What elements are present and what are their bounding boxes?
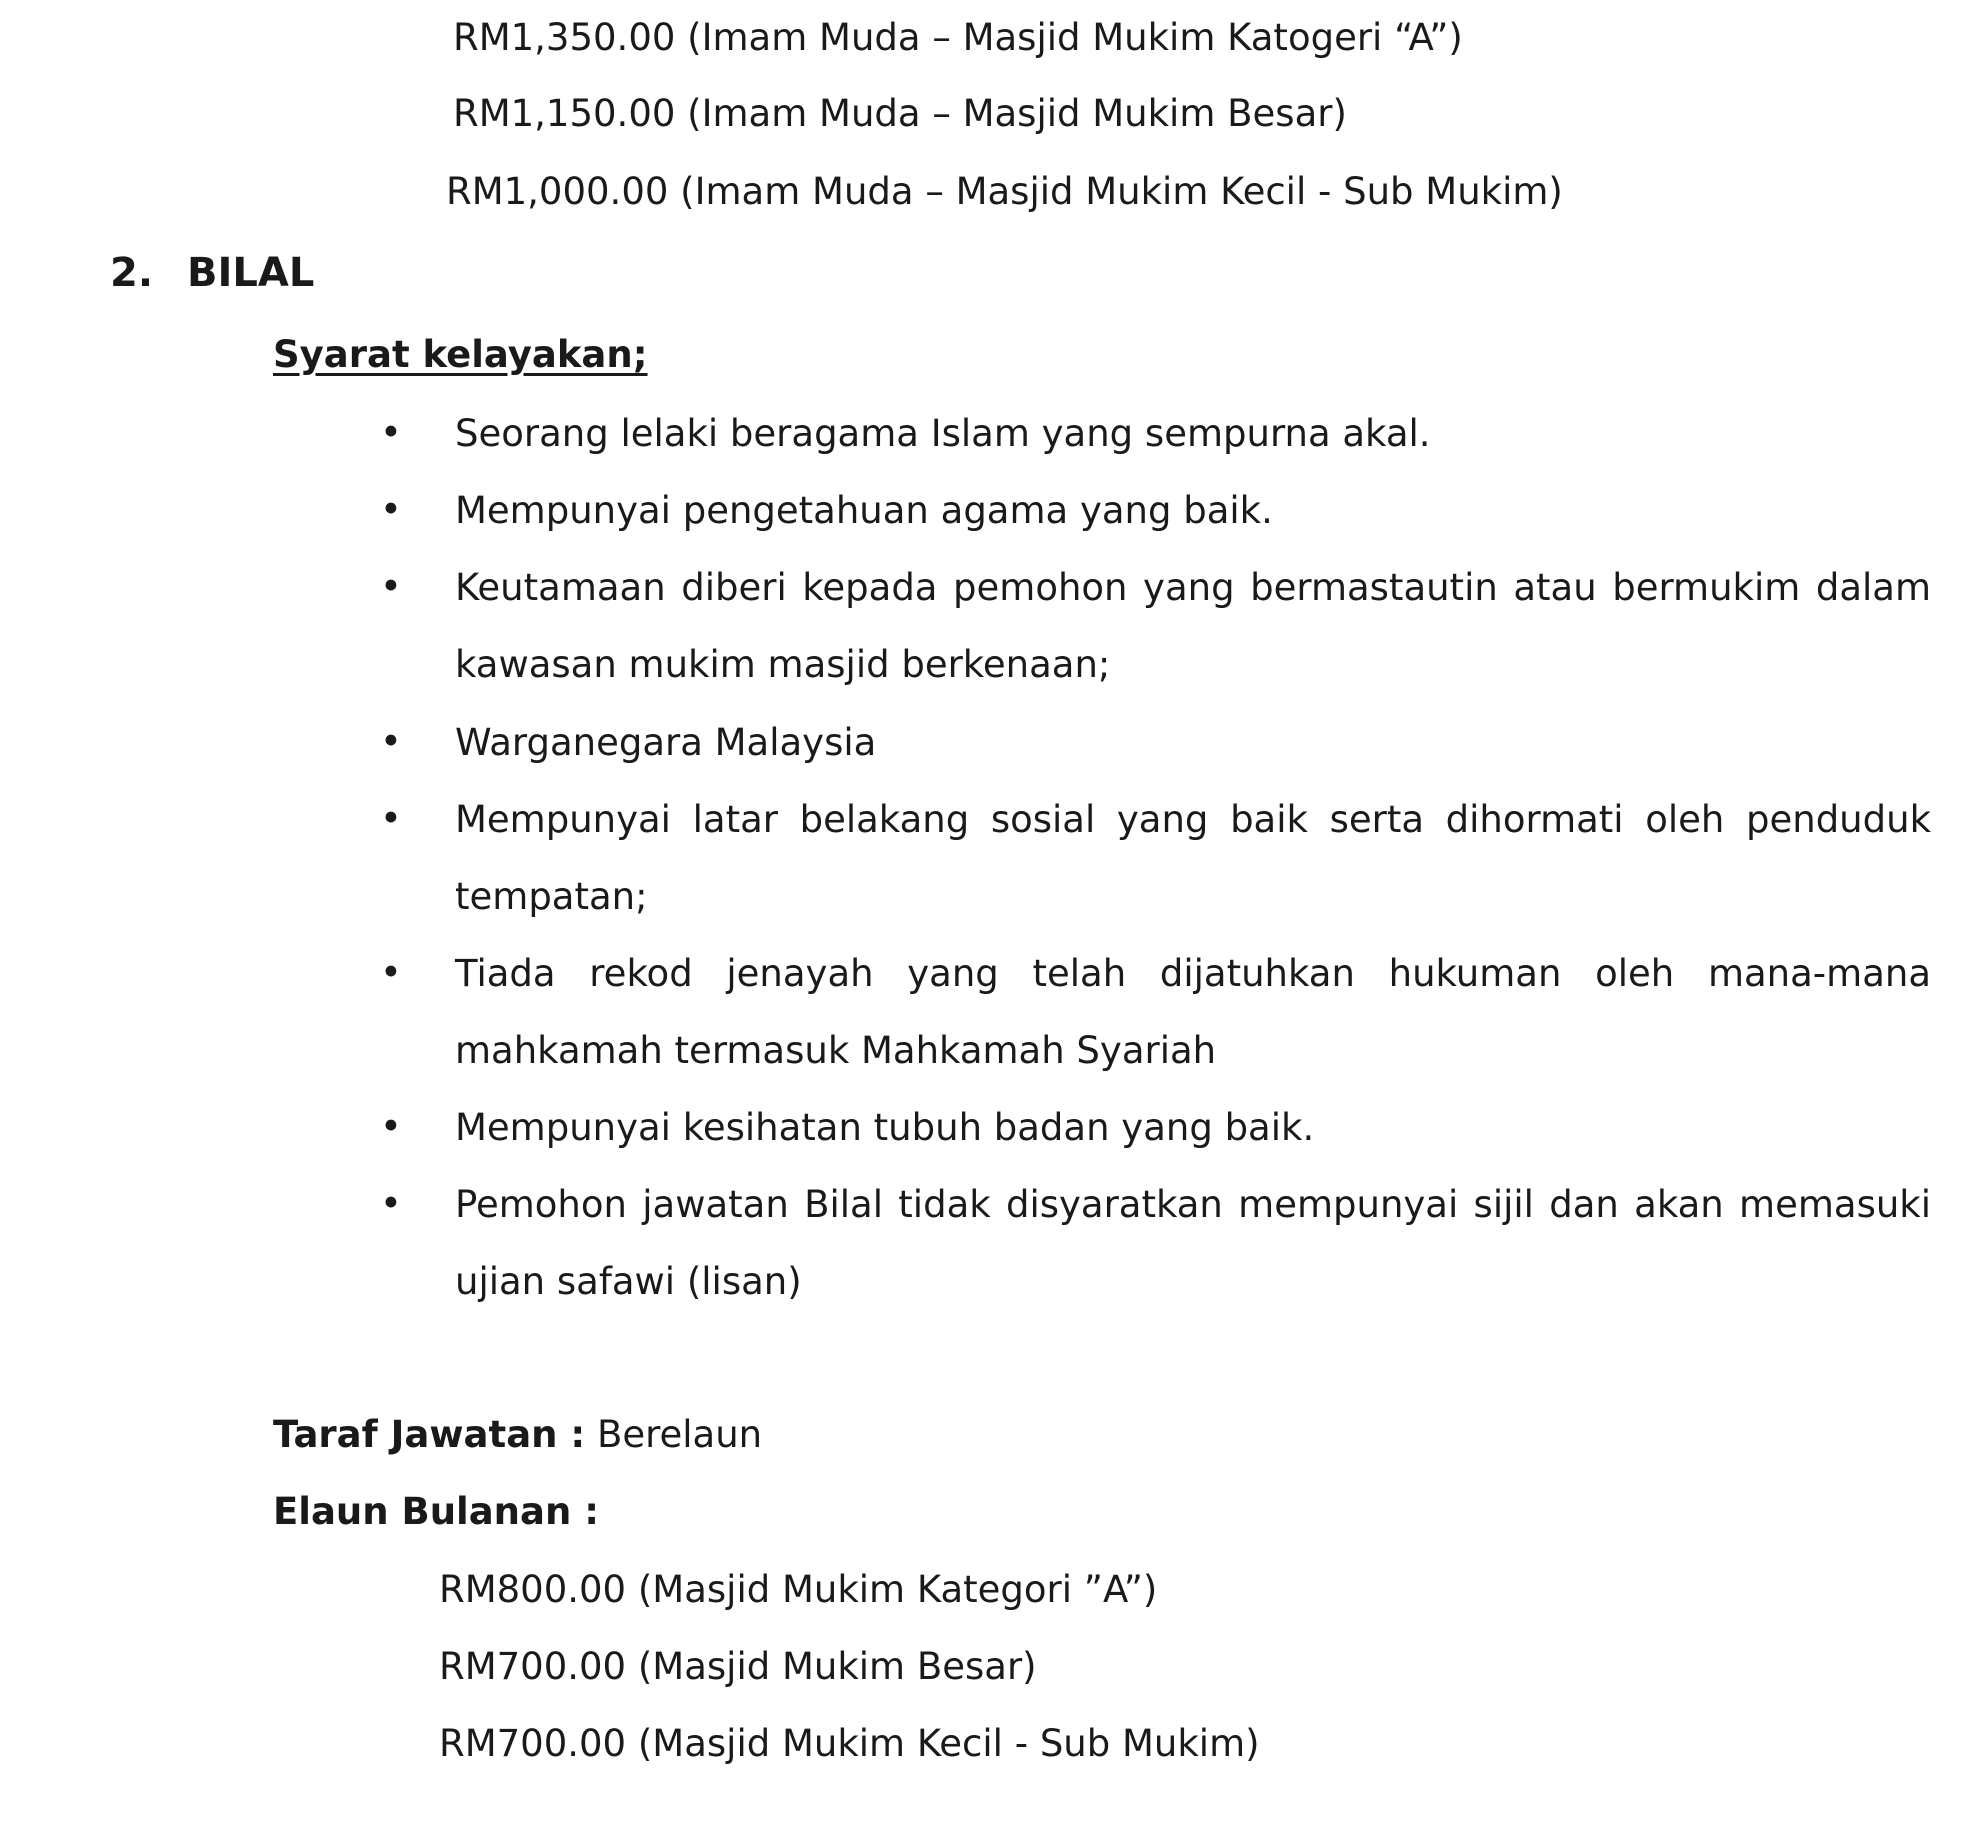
bullet-icon: • [380, 411, 402, 454]
allowance-rate-1: RM800.00 (Masjid Mukim Kategori ”A”) [439, 1568, 1158, 1611]
status-line [273, 1411, 762, 1459]
section-number: 2. [110, 250, 154, 296]
bullet-icon: • [380, 951, 402, 994]
bullet-icon: • [380, 1105, 402, 1148]
list-item-text: Mempunyai kesihatan tubuh badan yang baik. [455, 1106, 1315, 1149]
imam-muda-rate-3: RM1,000.00 (Imam Muda – Masjid Mukim Kecil - Sub Mukim) [446, 170, 1563, 213]
list-item-text: Warganegara Malaysia [455, 721, 877, 764]
list-item-text: Pemohon jawatan Bilal tidak disyaratkan mempunyai sijil dan akan memasuki ujian safawi (lisan) [455, 1183, 1931, 1303]
imam-muda-rate-1: RM1,350.00 (Imam Muda – Masjid Mukim Katogeri “A”) [453, 16, 1463, 59]
list-item-text: Mempunyai pengetahuan agama yang baik. [455, 489, 1273, 532]
qualifications-heading: Syarat kelayakan; [273, 333, 648, 376]
bullet-icon: • [380, 1182, 402, 1225]
section-title: BILAL [187, 250, 315, 296]
allowance-rate-2: RM700.00 (Masjid Mukim Besar) [439, 1645, 1037, 1688]
bullet-icon: • [380, 797, 402, 840]
allowance-rate-3: RM700.00 (Masjid Mukim Kecil - Sub Mukim) [439, 1722, 1260, 1765]
allowance-label: Elaun Bulanan : [273, 1490, 600, 1533]
imam-muda-rate-2: RM1,150.00 (Imam Muda – Masjid Mukim Besar) [453, 92, 1347, 135]
list-item-text: Tiada rekod jenayah yang telah dijatuhkan hukuman oleh mana-mana mahkamah termasuk Mahkamah Syariah [455, 952, 1931, 1072]
list-item-text: Seorang lelaki beragama Islam yang sempurna akal. [455, 412, 1431, 455]
status-value: Berelaun [596, 1413, 763, 1456]
status-label: Taraf Jawatan : [273, 1413, 586, 1456]
list-item-text: Keutamaan diberi kepada pemohon yang bermastautin atau bermukim dalam kawasan mukim masjid berkenaan; [455, 566, 1931, 686]
bullet-icon: • [380, 565, 402, 608]
bullet-icon: • [380, 720, 402, 763]
list-item-text: Mempunyai latar belakang sosial yang baik serta dihormati oleh penduduk tempatan; [455, 798, 1931, 918]
bullet-icon: • [380, 488, 402, 531]
